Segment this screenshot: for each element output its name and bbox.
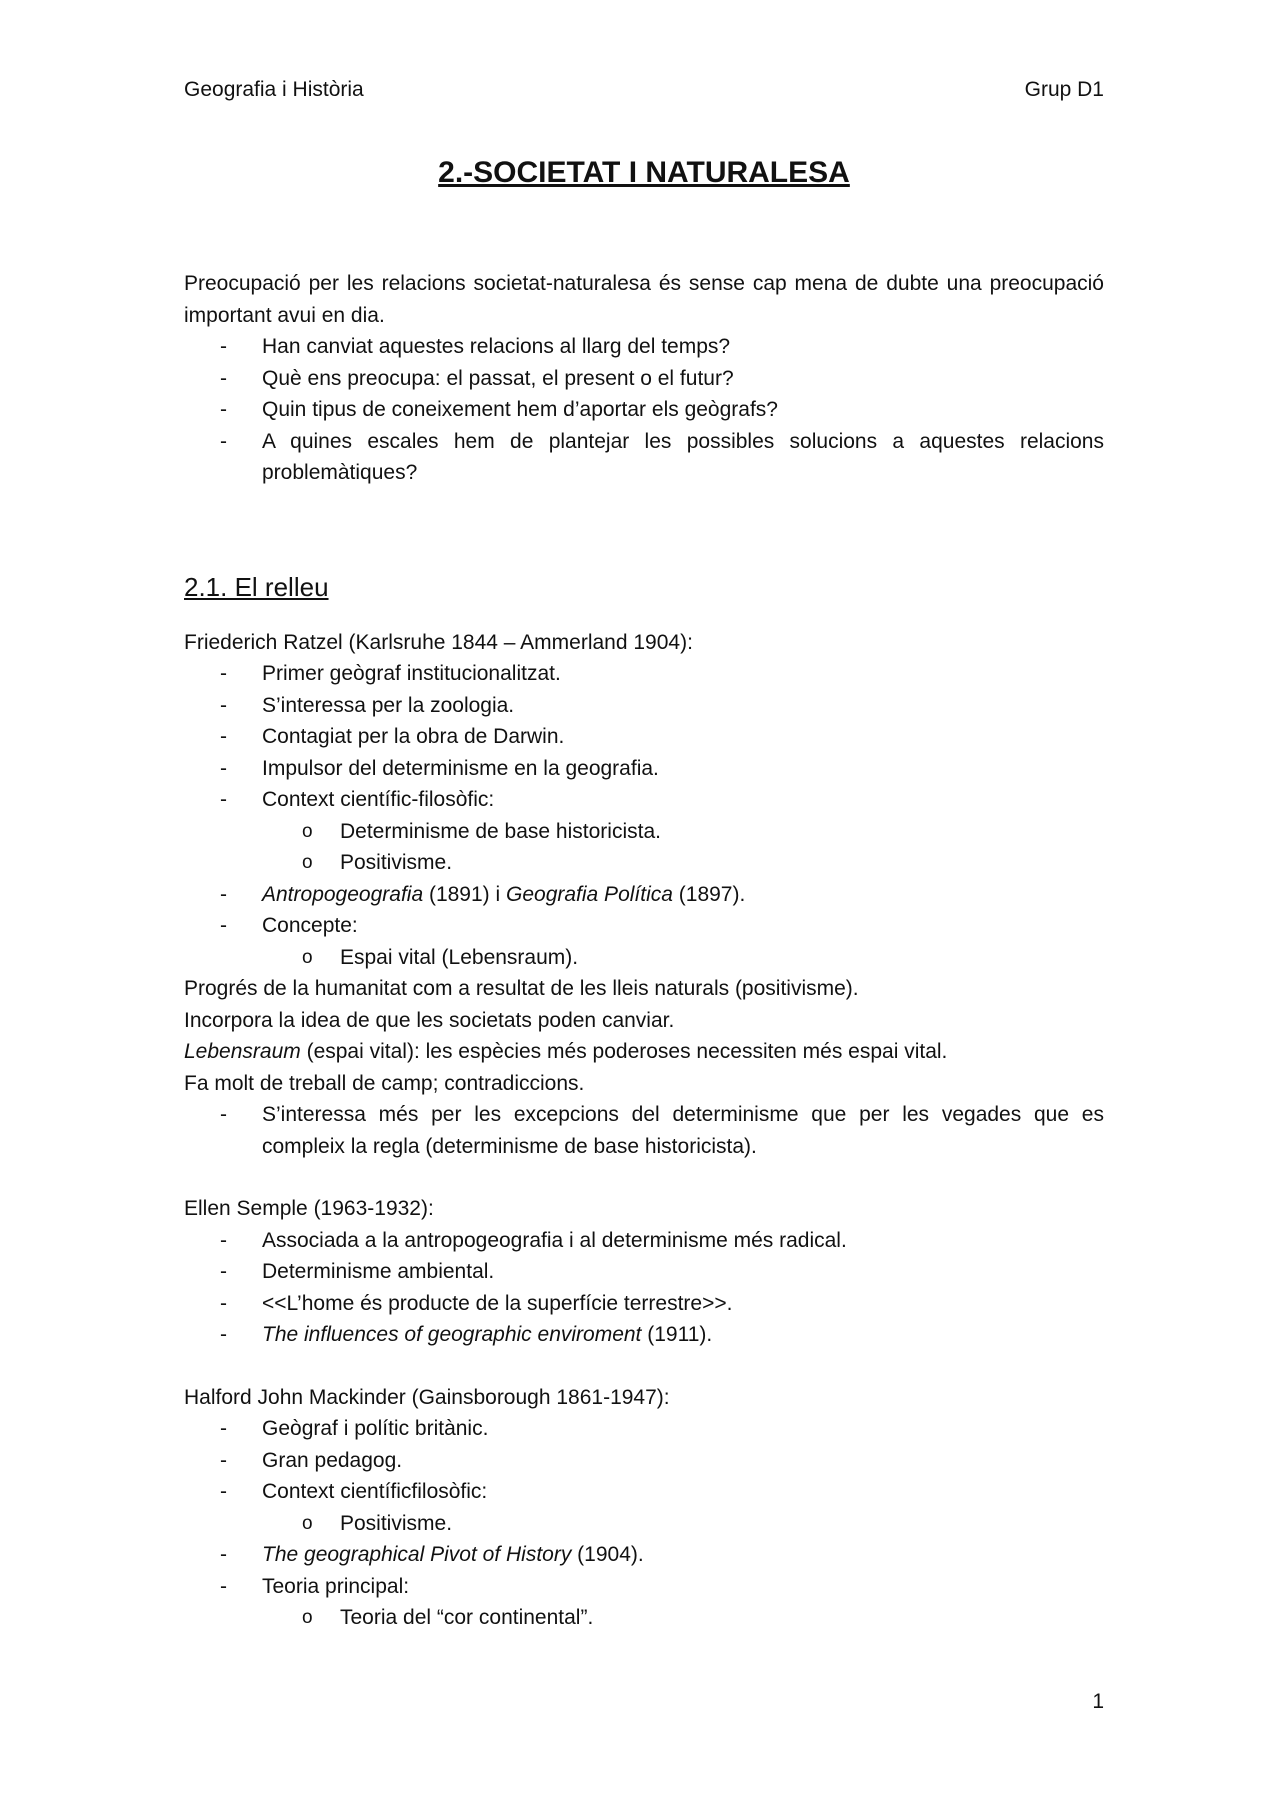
mackinder-heading: Halford John Mackinder (Gainsborough 1861-1947): [184,1385,670,1409]
list-item: - Geògraf i polític britànic. [262,1413,1104,1445]
concept-sublist [262,942,1104,974]
list-item: - Determinisme ambiental. [262,1256,1104,1288]
work-title: The geographical Pivot of History [262,1543,572,1566]
header-group: Grup D1 [1024,78,1104,101]
page-number: 1 [1092,1690,1104,1713]
concept-label: Concepte: [262,914,358,937]
list-item: - Gran pedagog. [262,1445,1104,1477]
list-item: - Han canviat aquestes relacions al llarg del temps? [262,331,1104,363]
header-subject: Geografia i Història [184,78,364,101]
intro-paragraph: Preocupació per les relacions societat-naturalesa és sense cap mena de dubte una preocupació important avui en dia. [184,272,1104,327]
semple-heading: Ellen Semple (1963-1932): [184,1197,434,1220]
page-header [184,78,1104,104]
sublist-item: o Determinisme de base historicista. [340,816,1104,848]
sublist-item: o Teoria del “cor continental”. [340,1602,1104,1634]
semple-list [184,1225,1104,1351]
work-title: The influences of geographic enviroment [262,1323,642,1346]
ratzel-list [184,658,1104,973]
ratzel-heading: Friederich Ratzel (Karlsruhe 1844 – Ammerland 1904): [184,630,693,654]
section-heading: 2.1. El relleu [184,571,329,602]
list-item-work: - The geographical Pivot of History (1904). [262,1539,1104,1571]
list-item: - Associada a la antropogeografia i al determinisme més radical. [262,1225,1104,1257]
text-line: Incorpora la idea de que les societats poden canviar. [184,1008,675,1032]
sublist-item: o Positivisme. [340,1508,1104,1540]
exceptions-list [184,1099,1104,1162]
list-item: - S’interessa més per les excepcions del determinisme que per les vegades que es compleix la regla (determinisme de base historicista). [262,1099,1104,1162]
list-item: - A quines escales hem de plantejar les possibles solucions a aquestes relacions problemàtiques? [262,426,1104,489]
work-title: Geografia Política [506,882,673,906]
theory-sublist [262,1602,1104,1634]
list-item: - S’interessa per la zoologia. [262,690,1104,722]
list-item: - Contagiat per la obra de Darwin. [262,721,1104,753]
list-item: - <<L’home és producte de la superfície terrestre>>. [262,1288,1104,1320]
text-line: Progrés de la humanitat com a resultat de les lleis naturals (positivisme). [184,977,859,1000]
sublist-item: o Espai vital (Lebensraum). [340,942,1104,974]
sublist-item: o Positivisme. [340,847,1104,879]
mackinder-list [184,1413,1104,1634]
work-title: Antropogeografia [262,882,424,906]
intro-question-list [184,331,1104,489]
page-title: 2.-SOCIETAT I NATURALESA [438,156,850,189]
context-label: Context científic-filosòfic: [262,788,495,811]
list-item: - Primer geògraf institucionalitzat. [262,658,1104,690]
list-item: - Impulsor del determinisme en la geografia. [262,753,1104,785]
list-item [262,1571,1104,1634]
context-label: Context científicfilosòfic: [262,1480,488,1503]
lebensraum-line: Lebensraum (espai vital): les espècies més poderoses necessiten més espai vital. [184,1040,948,1063]
text-line: Fa molt de treball de camp; contradiccions. [184,1071,585,1095]
theory-label: Teoria principal: [262,1574,410,1598]
document-body [184,268,1104,1634]
list-item [262,784,1104,879]
list-item [262,910,1104,973]
list-item-work: - The influences of geographic enviroment (1911). [262,1319,1104,1351]
list-item: - Què ens preocupa: el passat, el present o el futur? [262,363,1104,395]
context-sublist [262,816,1104,879]
list-item-works: - Antropogeografia (1891) i Geografia Política (1897). [262,879,1104,911]
context-sublist [262,1508,1104,1540]
list-item [262,1476,1104,1539]
list-item: - Quin tipus de coneixement hem d’aportar els geògrafs? [262,394,1104,426]
